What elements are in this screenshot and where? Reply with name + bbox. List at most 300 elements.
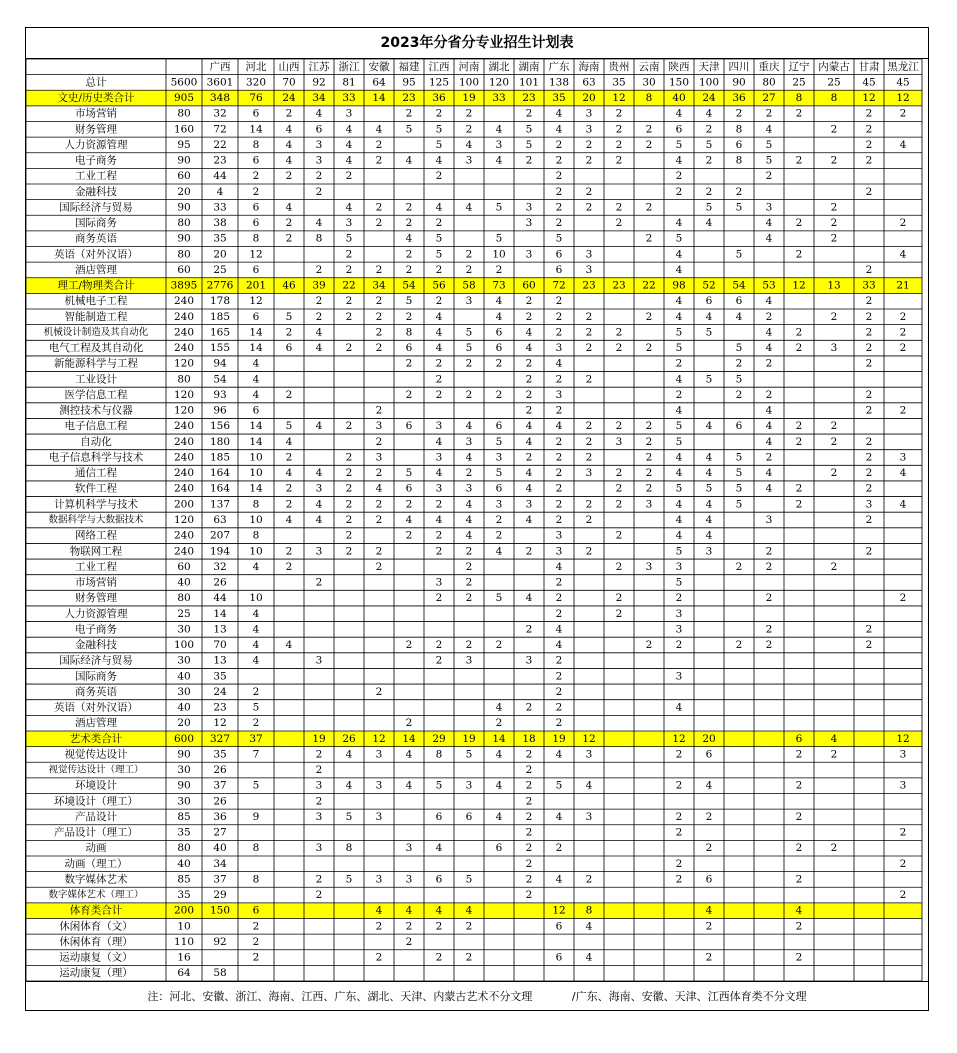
- table-cell: 3: [525, 217, 533, 230]
- table-cell: 4: [705, 498, 713, 511]
- table-cell: 2: [615, 498, 623, 511]
- major-label: 网络工程: [75, 529, 117, 542]
- table-cell: 2: [555, 154, 563, 167]
- major-label: 产品设计: [75, 810, 117, 823]
- table-cell: 2: [405, 107, 413, 120]
- table-cell: 5: [465, 873, 473, 886]
- table-cell: 2: [525, 357, 533, 370]
- table-cell: 240: [173, 420, 195, 433]
- table-cell: 2: [795, 154, 803, 167]
- table-cell: 2: [830, 420, 838, 433]
- table-cell: 2: [405, 248, 413, 261]
- major-label: 机械设计制造及其自动化: [43, 326, 149, 338]
- table-cell: 2: [435, 498, 443, 511]
- major-label: 医学信息工程: [64, 388, 128, 401]
- table-cell: 4: [495, 545, 503, 558]
- table-cell: 2: [315, 310, 323, 323]
- table-cell: 2: [830, 748, 838, 761]
- table-cell: 2: [555, 842, 563, 855]
- table-cell: 6: [495, 420, 503, 433]
- table-cell: 2: [555, 576, 563, 589]
- table-cell: 14: [249, 123, 263, 136]
- table-cell: 2: [585, 373, 593, 386]
- table-cell: 2: [615, 420, 623, 433]
- table-cell: 20: [213, 248, 227, 261]
- table-cell: 33: [492, 92, 506, 105]
- table-cell: 2: [405, 310, 413, 323]
- table-cell: 4: [675, 310, 683, 323]
- table-cell: 72: [213, 123, 227, 136]
- table-cell: 4: [252, 373, 260, 386]
- table-cell: 4: [285, 435, 293, 448]
- table-cell: 8: [252, 498, 260, 511]
- table-cell: 2: [645, 138, 653, 151]
- table-cell: 2: [375, 685, 383, 698]
- highlight-row-bg: [26, 903, 922, 919]
- table-cell: 4: [555, 123, 563, 136]
- table-cell: 2: [865, 639, 873, 652]
- table-cell: 2: [435, 263, 443, 276]
- table-cell: 90: [177, 201, 191, 214]
- table-cell: 5: [735, 467, 743, 480]
- table-cell: 200: [173, 904, 195, 917]
- table-cell: 6: [495, 482, 503, 495]
- table-cell: 30: [177, 623, 191, 636]
- table-cell: 6: [495, 342, 503, 355]
- table-cell: 2: [675, 748, 683, 761]
- table-cell: 4: [705, 451, 713, 464]
- table-cell: 33: [862, 279, 876, 292]
- table-cell: 8: [735, 123, 743, 136]
- table-cell: 2: [555, 451, 563, 464]
- table-cell: 2: [252, 717, 260, 730]
- table-cell: 40: [672, 92, 686, 105]
- table-cell: 2: [285, 326, 293, 339]
- table-cell: 3: [315, 654, 323, 667]
- table-cell: 905: [173, 92, 195, 105]
- table-cell: 125: [428, 76, 450, 89]
- table-cell: 2: [585, 451, 593, 464]
- table-cell: 2: [865, 310, 873, 323]
- table-cell: 4: [765, 482, 773, 495]
- table-cell: 2: [555, 717, 563, 730]
- table-cell: 6: [495, 842, 503, 855]
- table-cell: 2: [555, 607, 563, 620]
- major-label: 国际经济与贸易: [59, 654, 133, 667]
- table-cell: 3: [675, 560, 683, 573]
- table-cell: 4: [465, 904, 473, 917]
- table-cell: 8: [252, 873, 260, 886]
- table-cell: 2: [865, 623, 873, 636]
- table-cell: 36: [213, 810, 227, 823]
- table-cell: 2: [795, 842, 803, 855]
- table-cell: 2: [435, 357, 443, 370]
- table-cell: 12: [249, 248, 263, 261]
- table-cell: 2: [375, 263, 383, 276]
- table-cell: 30: [177, 685, 191, 698]
- table-cell: 2: [315, 170, 323, 183]
- major-label: 人力资源管理: [64, 607, 128, 620]
- table-cell: 90: [177, 748, 191, 761]
- column-header: 山西: [278, 60, 300, 73]
- table-cell: 4: [315, 467, 323, 480]
- table-cell: 2: [285, 107, 293, 120]
- table-cell: 14: [402, 732, 416, 745]
- table-cell: 3601: [206, 76, 234, 89]
- table-cell: 19: [462, 732, 476, 745]
- table-cell: 2: [345, 263, 353, 276]
- table-cell: 8: [252, 138, 260, 151]
- table-cell: 4: [525, 435, 533, 448]
- table-cell: 4: [315, 498, 323, 511]
- table-cell: 2: [555, 701, 563, 714]
- table-cell: 4: [830, 732, 838, 745]
- table-cell: 27: [762, 92, 776, 105]
- table-cell: 13: [213, 654, 227, 667]
- table-cell: 4: [285, 154, 293, 167]
- table-cell: 3: [675, 607, 683, 620]
- major-label: 英语（对外汉语）: [54, 701, 138, 714]
- table-cell: 3: [405, 873, 413, 886]
- table-cell: 2: [525, 545, 533, 558]
- table-cell: 2: [465, 951, 473, 964]
- table-cell: 4: [405, 154, 413, 167]
- table-cell: 4: [765, 342, 773, 355]
- table-cell: 2: [555, 295, 563, 308]
- table-cell: 3: [345, 217, 353, 230]
- table-cell: 2: [435, 639, 443, 652]
- table-cell: 8: [252, 232, 260, 245]
- table-cell: 2: [645, 435, 653, 448]
- table-cell: 4: [585, 951, 593, 964]
- table-cell: 45: [896, 76, 910, 89]
- column-header: 贵州: [608, 60, 630, 73]
- table-cell: 80: [177, 107, 191, 120]
- table-cell: 4: [525, 326, 533, 339]
- table-cell: 200: [173, 498, 195, 511]
- table-cell: 4: [465, 498, 473, 511]
- table-cell: 26: [213, 795, 227, 808]
- table-cell: 2: [615, 107, 623, 120]
- table-cell: 30: [177, 764, 191, 777]
- table-cell: 2: [645, 232, 653, 245]
- table-cell: 2: [765, 592, 773, 605]
- table-cell: 2: [865, 185, 873, 198]
- table-cell: 4: [345, 154, 353, 167]
- table-cell: 240: [173, 435, 195, 448]
- table-cell: 2: [555, 514, 563, 526]
- table-cell: 2: [765, 639, 773, 652]
- major-label: 计算机科学与技术: [54, 498, 138, 511]
- table-cell: 73: [492, 279, 506, 292]
- table-cell: 5: [675, 435, 683, 448]
- table-cell: 6: [795, 732, 803, 745]
- table-cell: 5: [765, 138, 773, 151]
- table-cell: 12: [372, 732, 386, 745]
- table-cell: 2: [525, 623, 533, 636]
- table-cell: 2: [555, 670, 563, 683]
- table-cell: 2: [405, 717, 413, 730]
- table-cell: 5: [345, 810, 353, 823]
- table-cell: 2: [555, 467, 563, 480]
- table-cell: 3: [435, 482, 443, 495]
- table-cell: 2: [585, 326, 593, 339]
- table-cell: 32: [213, 107, 227, 120]
- table-cell: 3: [830, 342, 838, 355]
- table-cell: 2: [865, 482, 873, 495]
- table-cell: 6: [315, 123, 323, 136]
- table-cell: 20: [702, 732, 716, 745]
- table-cell: 2: [435, 592, 443, 605]
- table-cell: 3: [315, 482, 323, 495]
- table-cell: 14: [372, 92, 386, 105]
- table-cell: 2: [465, 592, 473, 605]
- table-cell: 30: [177, 795, 191, 808]
- table-cell: 2: [525, 810, 533, 823]
- major-label: 金融科技: [75, 185, 117, 198]
- table-cell: 2: [555, 326, 563, 339]
- table-cell: 320: [245, 76, 267, 89]
- table-cell: 2: [555, 404, 563, 417]
- table-cell: 120: [173, 388, 195, 401]
- table-cell: 4: [525, 342, 533, 355]
- table-cell: 5: [285, 420, 293, 433]
- table-cell: 100: [458, 76, 480, 89]
- table-cell: 94: [213, 357, 227, 370]
- table-cell: 185: [209, 310, 231, 323]
- table-cell: 3: [465, 654, 473, 667]
- table-cell: 4: [675, 451, 683, 464]
- table-cell: 4: [585, 920, 593, 933]
- table-cell: 2: [345, 170, 353, 183]
- table-cell: 5: [675, 482, 683, 495]
- table-cell: 4: [252, 639, 260, 652]
- table-cell: 3: [375, 420, 383, 433]
- table-cell: 2: [525, 779, 533, 792]
- table-cell: 101: [518, 76, 540, 89]
- table-cell: 64: [177, 967, 191, 980]
- table-cell: 13: [213, 623, 227, 636]
- major-label: 商务英语: [75, 685, 117, 698]
- table-cell: 2: [585, 514, 593, 526]
- table-cell: 240: [173, 545, 195, 558]
- table-cell: 2: [525, 764, 533, 777]
- table-cell: 5: [735, 342, 743, 355]
- column-header: 海南: [578, 60, 600, 73]
- table-cell: 35: [213, 670, 227, 683]
- table-cell: 2: [555, 685, 563, 698]
- table-cell: 2: [765, 170, 773, 183]
- table-cell: 3: [405, 842, 413, 855]
- table-cell: 3: [495, 451, 503, 464]
- table-cell: 2: [465, 357, 473, 370]
- table-cell: 22: [213, 138, 227, 151]
- table-cell: 21: [896, 279, 910, 292]
- table-cell: 2: [405, 639, 413, 652]
- major-label: 新能源科学与工程: [54, 357, 138, 370]
- major-label: 市场营销: [75, 107, 117, 120]
- table-cell: 4: [465, 201, 473, 214]
- table-cell: 95: [402, 76, 416, 89]
- table-cell: 4: [735, 310, 743, 323]
- table-cell: 4: [765, 326, 773, 339]
- table-cell: 5: [405, 123, 413, 136]
- table-cell: 3: [899, 779, 907, 792]
- table-cell: 35: [213, 748, 227, 761]
- table-cell: 5: [495, 435, 503, 448]
- table-cell: 2: [405, 357, 413, 370]
- table-cell: 4: [495, 810, 503, 823]
- table-cell: 2: [735, 357, 743, 370]
- table-cell: 6: [735, 138, 743, 151]
- table-cell: 5: [705, 482, 713, 495]
- table-cell: 70: [282, 76, 296, 89]
- table-cell: 2: [830, 217, 838, 230]
- table-cell: 2: [675, 592, 683, 605]
- table-cell: 2: [252, 920, 260, 933]
- table-cell: 240: [173, 310, 195, 323]
- table-cell: 2: [615, 154, 623, 167]
- table-cell: 10: [249, 545, 263, 558]
- table-cell: 4: [345, 748, 353, 761]
- table-cell: 5: [735, 482, 743, 495]
- table-cell: 164: [209, 482, 231, 495]
- table-cell: 12: [862, 92, 876, 105]
- table-cell: 46: [282, 279, 296, 292]
- table-cell: 4: [765, 467, 773, 480]
- table-cell: 13: [827, 279, 841, 292]
- table-cell: 3: [525, 248, 533, 261]
- table-cell: 6: [285, 342, 293, 355]
- table-cell: 98: [672, 279, 686, 292]
- table-cell: 5: [675, 576, 683, 589]
- table-cell: 2: [495, 529, 503, 542]
- major-label: 电子信息科学与技术: [48, 451, 144, 464]
- column-header: 广西: [209, 60, 231, 73]
- table-cell: 2: [865, 263, 873, 276]
- table-cell: 2: [435, 654, 443, 667]
- table-cell: 2: [675, 810, 683, 823]
- table-cell: 3: [705, 545, 713, 558]
- table-cell: 2: [765, 310, 773, 323]
- table-cell: 2: [899, 826, 907, 839]
- table-cell: 3: [315, 545, 323, 558]
- table-cell: 327: [209, 732, 231, 745]
- table-cell: 2: [405, 217, 413, 230]
- major-label: 市场营销: [75, 576, 117, 589]
- table-cell: 240: [173, 467, 195, 480]
- table-cell: 4: [465, 138, 473, 151]
- table-cell: 2: [585, 420, 593, 433]
- major-label: 机械电子工程: [64, 295, 128, 308]
- table-cell: 2: [705, 920, 713, 933]
- table-cell: 12: [249, 295, 263, 308]
- table-cell: 2: [899, 592, 907, 605]
- table-cell: 4: [555, 748, 563, 761]
- table-cell: 2: [315, 889, 323, 902]
- table-cell: 2: [705, 185, 713, 198]
- table-cell: 4: [435, 342, 443, 355]
- table-cell: 5: [675, 326, 683, 339]
- major-label: 软件工程: [75, 482, 117, 495]
- table-cell: 4: [315, 420, 323, 433]
- table-cell: 92: [213, 935, 227, 948]
- table-cell: 2: [865, 295, 873, 308]
- table-cell: 2: [525, 154, 533, 167]
- table-cell: 5: [675, 342, 683, 355]
- table-cell: 85: [177, 810, 191, 823]
- table-cell: 5: [435, 248, 443, 261]
- table-cell: 3: [375, 748, 383, 761]
- major-label: 运动康复（理）: [59, 967, 133, 980]
- table-cell: 4: [495, 295, 503, 308]
- table-cell: 2: [555, 170, 563, 183]
- table-cell: 2: [585, 873, 593, 886]
- table-cell: 5: [735, 451, 743, 464]
- table-cell: 80: [177, 217, 191, 230]
- table-cell: 150: [668, 76, 690, 89]
- table-cell: 2: [465, 560, 473, 573]
- table-cell: 5: [525, 123, 533, 136]
- major-label: 国际商务: [75, 217, 117, 230]
- table-cell: 6: [405, 420, 413, 433]
- table-cell: 4: [465, 529, 473, 542]
- table-cell: 4: [675, 701, 683, 714]
- table-cell: 2: [865, 123, 873, 136]
- major-label: 休闲体育（理）: [59, 935, 133, 948]
- table-cell: 3: [585, 810, 593, 823]
- table-cell: 2: [252, 185, 260, 198]
- table-cell: 6: [555, 920, 563, 933]
- table-cell: 2: [375, 435, 383, 448]
- table-cell: 120: [173, 357, 195, 370]
- table-cell: 6: [555, 951, 563, 964]
- table-cell: 5: [252, 701, 260, 714]
- table-cell: 2: [465, 123, 473, 136]
- table-cell: 6: [252, 217, 260, 230]
- major-label: 工业设计: [75, 373, 117, 386]
- table-cell: 137: [209, 498, 231, 511]
- table-cell: 2: [585, 154, 593, 167]
- table-cell: 2: [795, 810, 803, 823]
- table-cell: 5: [705, 201, 713, 214]
- table-cell: 80: [177, 592, 191, 605]
- table-cell: 36: [432, 92, 446, 105]
- table-cell: 4: [675, 498, 683, 511]
- table-cell: 2776: [206, 279, 234, 292]
- table-cell: 2: [865, 451, 873, 464]
- table-cell: 23: [582, 279, 596, 292]
- table-cell: 4: [495, 779, 503, 792]
- table-cell: 4: [765, 295, 773, 308]
- table-cell: 2: [345, 545, 353, 558]
- table-cell: 4: [705, 420, 713, 433]
- table-cell: 2: [495, 357, 503, 370]
- major-label: 物联网工程: [69, 545, 123, 558]
- table-cell: 2: [315, 263, 323, 276]
- table-cell: 4: [345, 123, 353, 136]
- table-cell: 5: [525, 138, 533, 151]
- table-cell: 5: [435, 779, 443, 792]
- table-cell: 5: [405, 467, 413, 480]
- major-label: 英语（对外汉语）: [54, 248, 138, 261]
- table-cell: 2: [795, 779, 803, 792]
- table-cell: 33: [342, 92, 356, 105]
- table-cell: 2: [645, 342, 653, 355]
- table-cell: 4: [705, 467, 713, 480]
- table-cell: 72: [552, 279, 566, 292]
- table-cell: 2: [405, 201, 413, 214]
